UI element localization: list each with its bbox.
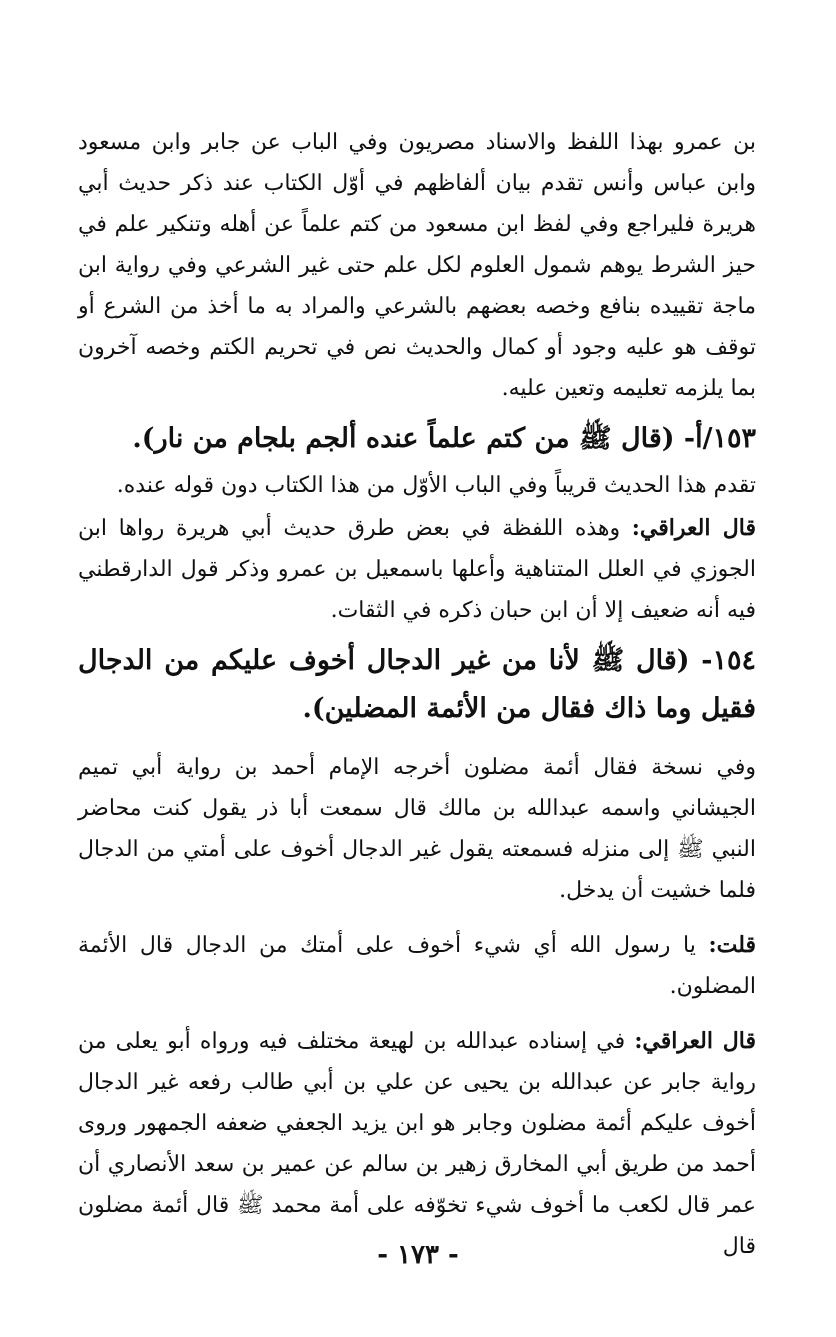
paragraph-text: في إسناده عبدالله بن لهيعة مختلف فيه ورواه أبو يعلى من رواية جابر عن عبدالله بن يحيى عن علي بن أبي طالب رفعه غير الدجال أخوف عليكم أئمة مضلون وجابر هو ابن يزيد الجعفي ضعفه الجمهور وروى أحمد من طريق أبي المخارق زهير بن سالم عن عمير بن سعد الأنصاري أن عمر قال لكعب ما أخوف شيء تخوّفه على أمة محمد ﷺ قال أئمة مضلون قال [78,1029,756,1259]
paragraph-question [78,925,756,1007]
page-number: - ١٧٣ - [377,1240,459,1270]
paragraph-text: وهذه اللفظة في بعض طرق حديث أبي هريرة رواها ابن الجوزي في العلل المتناهية وأعلها باسمعيل بن عمرو وذكر قول الدارقطني فيه أنه ضعيف إلا أن ابن حبان ذكره في الثقات. [78,516,756,623]
hadith-heading-154: ١٥٤- (قال ﷺ لأنا من غير الدجال أخوف عليكم من الدجال فقيل وما ذاك فقال من الأئمة المضلين). [78,645,756,724]
speaker-label: قال العراقي: [631,515,756,541]
hadith-heading-153: ١٥٣/أ- (قال ﷺ من كتم علماً عنده ألجم بلجام من نار). [132,423,756,454]
paragraph-text: بن عمرو بهذا اللفظ والاسناد مصريون وفي الباب عن جابر وابن مسعود وابن عباس وأنس تقدم بيان ألفاظهم في أوّل الكتاب عند ذكر حديث أبي هريرة فليراجع وفي لفظ ابن مسعود من كتم علماً عن أهله وتنكير علم في حيز الشرط يوهم شمول العلوم لكل علم حتى غير الشرعي وفي رواية ابن ماجة تقييده بنافع وخصه بعضهم بالشرعي والمراد به ما أخذ من الشرع أو توقف هو عليه وجود أو كمال والحديث نص في تحريم الكتم وخصه آخرون بما يلزمه تعليمه وتعين عليه. [78,130,756,401]
paragraph-note [78,465,756,506]
paragraph-iraqi-comment [78,508,756,631]
paragraph-text: وفي نسخة فقال أئمة مضلون أخرجه الإمام أحمد بن رواية أبي تميم الجيشاني واسمه عبدالله بن مالك قال سمعت أبا ذر يقول كنت محاضر النبي ﷺ إلى منزله فسمعته يقول غير الدجال أخوف على أمتي من الدجال فلما خشيت أن يدخل. [78,755,756,903]
paragraph-text: يا رسول الله أي شيء أخوف على أمتك من الدجال قال الأئمة المضلون. [78,933,756,999]
paragraph-hadith-commentary [78,122,756,409]
speaker-label: قلت: [708,932,756,958]
paragraph-narration [78,747,756,911]
paragraph-iraqi-isnad [78,1021,756,1267]
paragraph-text: تقدم هذا الحديث قريباً وفي الباب الأوّل من هذا الكتاب دون قوله عنده. [116,473,756,498]
speaker-label: قال العراقي: [634,1028,756,1054]
